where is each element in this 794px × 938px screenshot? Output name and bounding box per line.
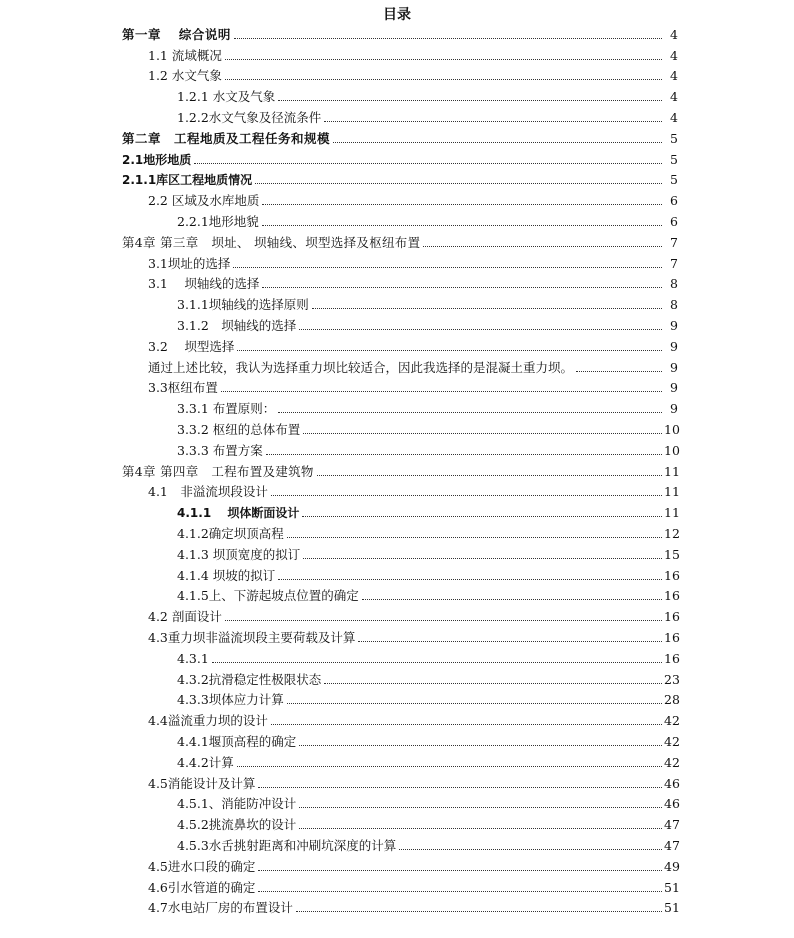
toc-entry-page: 42 [664, 754, 680, 770]
toc-entry[interactable] [148, 625, 678, 646]
toc-entry-page: 16 [664, 567, 680, 583]
toc-entry-label: 4.4溢流重力坝的设计 [148, 713, 268, 729]
toc-entry-page: 42 [664, 733, 680, 749]
toc-entry-label: 第4章 第三章 坝址、 坝轴线、坝型选择及枢纽布置 [122, 234, 421, 250]
toc-entry[interactable] [177, 500, 678, 521]
toc-dot-leader [312, 308, 662, 309]
toc-entry[interactable] [177, 417, 678, 438]
toc-entry[interactable] [148, 771, 678, 792]
toc-entry[interactable] [122, 147, 678, 168]
toc-dot-leader [262, 225, 662, 226]
toc-entry-label: 4.1.5上、下游起坡点位置的确定 [177, 588, 359, 604]
toc-entry-page: 16 [664, 629, 680, 645]
toc-entry-label: 3.3.2 枢纽的总体布置 [177, 421, 301, 437]
toc-entry-page: 51 [664, 900, 680, 916]
toc-entry-label: 4.3.1 [177, 650, 209, 666]
toc-dot-leader [237, 350, 662, 351]
toc-entry[interactable] [122, 126, 678, 147]
toc-dot-leader [296, 911, 662, 912]
toc-dot-leader [358, 641, 662, 642]
toc-entry-label: 4.5.3水舌挑射距离和冲刷坑深度的计算 [177, 837, 397, 853]
toc-entry[interactable] [148, 43, 678, 64]
toc-entry-page: 11 [664, 505, 680, 521]
toc-entry-label: 2.2.1地形地貌 [177, 213, 259, 229]
toc-entry[interactable] [148, 480, 678, 501]
toc-entry-page: 7 [670, 255, 678, 271]
toc-entry-page: 28 [664, 692, 680, 708]
toc-entry[interactable] [148, 272, 678, 293]
toc-dot-leader [333, 142, 662, 143]
toc-dot-leader [262, 204, 662, 205]
toc-entry[interactable] [177, 812, 678, 833]
toc-entry-label: 2.2 区域及水库地质 [148, 193, 260, 209]
toc-entry[interactable] [177, 729, 678, 750]
toc-dot-leader [287, 537, 662, 538]
toc-dot-leader [194, 163, 662, 164]
toc-entry-page: 9 [670, 359, 678, 375]
toc-entry-label: 3.3枢纽布置 [148, 380, 218, 396]
toc-dot-leader [225, 79, 662, 80]
toc-entry-page: 10 [664, 421, 680, 437]
toc-entry[interactable] [148, 251, 678, 272]
toc-dot-leader [278, 412, 662, 413]
toc-entry[interactable] [148, 64, 678, 85]
toc-entry-page: 11 [664, 484, 680, 500]
toc-entry-page: 9 [670, 338, 678, 354]
toc-dot-leader [299, 329, 662, 330]
toc-entry[interactable] [148, 896, 678, 917]
toc-entry-label: 4.5.1、消能防冲设计 [177, 796, 297, 812]
toc-dot-leader [237, 766, 662, 767]
toc-dot-leader [299, 745, 662, 746]
toc-entry-page: 10 [664, 442, 680, 458]
toc-entry[interactable] [177, 688, 678, 709]
toc-entry-label: 第4章 第四章 工程布置及建筑物 [122, 463, 314, 479]
toc-entry-page: 46 [664, 775, 680, 791]
toc-dot-leader [317, 475, 662, 476]
toc-dot-leader [302, 516, 662, 517]
toc-dot-leader [233, 267, 662, 268]
toc-entry-page: 51 [664, 879, 680, 895]
toc-entry-label: 3.1.2 坝轴线的选择 [177, 317, 297, 333]
toc-entry-label: 4.3.2抗滑稳定性极限状态 [177, 671, 322, 687]
toc-entry-label: 3.3.3 布置方案 [177, 442, 263, 458]
toc-entry-label: 4.7水电站厂房的布置设计 [148, 900, 293, 916]
toc-entry-page: 6 [670, 213, 678, 229]
toc-dot-leader [576, 371, 662, 372]
toc-entry[interactable] [122, 168, 678, 189]
toc-entry-label: 4.3重力坝非溢流坝段主要荷载及计算 [148, 629, 356, 645]
toc-entry-label: 4.5进水口段的确定 [148, 858, 256, 874]
toc-entry-label: 4.5.2挑流鼻坎的设计 [177, 817, 297, 833]
toc-entry[interactable] [177, 667, 678, 688]
toc-entry[interactable] [122, 230, 678, 251]
toc-entry[interactable] [177, 521, 678, 542]
toc-entry[interactable] [148, 854, 678, 875]
toc-entry[interactable] [148, 355, 678, 376]
toc-dot-leader [258, 891, 662, 892]
toc-entry-label: 1.2.2水文气象及径流条件 [177, 109, 322, 125]
toc-dot-leader [255, 183, 662, 184]
toc-dot-leader [225, 620, 662, 621]
toc-entry-page: 23 [664, 671, 680, 687]
toc-entry-label: 3.2 坝型选择 [148, 338, 235, 354]
toc-entry-label: 4.1.2确定坝顶高程 [177, 525, 284, 541]
toc-dot-leader [299, 828, 662, 829]
toc-entry[interactable] [177, 396, 678, 417]
toc-entry-page: 16 [664, 650, 680, 666]
toc-dot-leader [299, 807, 662, 808]
toc-entry[interactable] [148, 334, 678, 355]
toc-entry[interactable] [122, 22, 678, 43]
toc-dot-leader [225, 59, 662, 60]
toc-entry-label: 1.2.1 水文及气象 [177, 89, 276, 105]
toc-entry[interactable] [148, 604, 678, 625]
toc-entry-label: 4.1 非溢流坝段设计 [148, 484, 268, 500]
toc-dot-leader [266, 454, 662, 455]
toc-dot-leader [324, 683, 662, 684]
toc-dot-leader [221, 391, 662, 392]
toc-entry[interactable] [177, 105, 678, 126]
toc-dot-leader [234, 38, 662, 39]
toc-entry-label: 通过上述比较，我认为选择重力坝比较适合，因此我选择的是混凝土重力坝。 [148, 359, 574, 375]
toc-dot-leader [271, 495, 662, 496]
toc-entry[interactable] [122, 459, 678, 480]
toc-entry[interactable] [177, 792, 678, 813]
toc-entry-page: 4 [670, 109, 678, 125]
toc-entry-page: 11 [664, 463, 680, 479]
toc-dot-leader [324, 121, 662, 122]
toc-entry[interactable] [177, 313, 678, 334]
toc-entry-label: 3.3.1 布置原则： [177, 401, 276, 417]
toc-entry-page: 6 [670, 193, 678, 209]
toc-entry-label: 4.5消能设计及计算 [148, 775, 256, 791]
toc-entry[interactable] [148, 708, 678, 729]
toc-entry[interactable] [148, 188, 678, 209]
toc-entry[interactable] [148, 376, 678, 397]
toc-entry-label: 4.6引水管道的确定 [148, 879, 256, 895]
toc-entry-page: 15 [664, 546, 680, 562]
toc-entry-page: 4 [670, 47, 678, 63]
toc-entry-page: 46 [664, 796, 680, 812]
toc-entry-page: 9 [670, 401, 678, 417]
toc-entry[interactable] [177, 438, 678, 459]
toc-dot-leader [278, 579, 662, 580]
toc-entry-label: 第二章 工程地质及工程任务和规模 [122, 130, 331, 146]
toc-dot-leader [278, 100, 662, 101]
toc-dot-leader [287, 703, 662, 704]
toc-entry-page: 7 [670, 234, 678, 250]
toc-entry-page: 47 [664, 817, 680, 833]
toc-entry-page: 12 [664, 525, 680, 541]
toc-entry[interactable] [177, 646, 678, 667]
toc-title: 目录 [383, 7, 411, 23]
toc-entry-page: 8 [670, 297, 678, 313]
toc-entry-label: 2.1地形地质 [122, 152, 192, 167]
toc-entry[interactable] [177, 833, 678, 854]
toc-entry[interactable] [177, 542, 678, 563]
toc-entry[interactable] [177, 84, 678, 105]
toc-entry-label: 4.1.1 坝体断面设计 [177, 506, 300, 521]
toc-entry-label: 4.3.3坝体应力计算 [177, 692, 284, 708]
toc-entry-page: 47 [664, 837, 680, 853]
toc-entry-page: 4 [670, 26, 678, 42]
toc-entry-label: 4.4.1堰顶高程的确定 [177, 733, 297, 749]
toc-entry-label: 2.1.1库区工程地质情况 [122, 173, 253, 188]
toc-entry-page: 5 [670, 151, 678, 167]
toc-dot-leader [423, 246, 662, 247]
toc-entry-page: 42 [664, 713, 680, 729]
toc-entry-page: 16 [664, 588, 680, 604]
toc-entry[interactable] [177, 584, 678, 605]
toc-dot-leader [399, 849, 662, 850]
toc-entry-label: 4.2 剖面设计 [148, 609, 222, 625]
toc-entry-label: 1.1 流域概况 [148, 47, 222, 63]
toc-dot-leader [262, 287, 662, 288]
toc-dot-leader [303, 433, 662, 434]
toc-entry-page: 8 [670, 276, 678, 292]
toc-dot-leader [258, 870, 662, 871]
toc-entry-page: 9 [670, 317, 678, 333]
toc-entry-page: 4 [670, 68, 678, 84]
toc-entry-label: 3.1 坝轴线的选择 [148, 276, 260, 292]
toc-entry-label: 第一章 综合说明 [122, 26, 231, 42]
toc-entry-page: 4 [670, 89, 678, 105]
toc-entry-label: 4.1.4 坝坡的拟订 [177, 567, 276, 583]
toc-entry-page: 9 [670, 380, 678, 396]
toc-dot-leader [362, 599, 662, 600]
toc-entry-page: 49 [664, 858, 680, 874]
toc-dot-leader [212, 662, 662, 663]
toc-entry[interactable] [177, 292, 678, 313]
toc-entry-page: 16 [664, 609, 680, 625]
toc-entry[interactable] [177, 209, 678, 230]
toc-entry-label: 4.4.2计算 [177, 754, 234, 770]
toc-entry-label: 3.1坝址的选择 [148, 255, 231, 271]
toc-entry-page: 5 [670, 130, 678, 146]
toc-entry-label: 4.1.3 坝顶宽度的拟订 [177, 546, 301, 562]
toc-dot-leader [271, 724, 662, 725]
toc-dot-leader [303, 558, 662, 559]
toc-entry-label: 3.1.1坝轴线的选择原则 [177, 297, 309, 313]
toc-dot-leader [258, 787, 662, 788]
toc-entry[interactable] [177, 750, 678, 771]
toc-entry-page: 5 [670, 172, 678, 188]
toc-entry[interactable] [148, 875, 678, 896]
toc-entry[interactable] [177, 563, 678, 584]
toc-entry-label: 1.2 水文气象 [148, 68, 222, 84]
